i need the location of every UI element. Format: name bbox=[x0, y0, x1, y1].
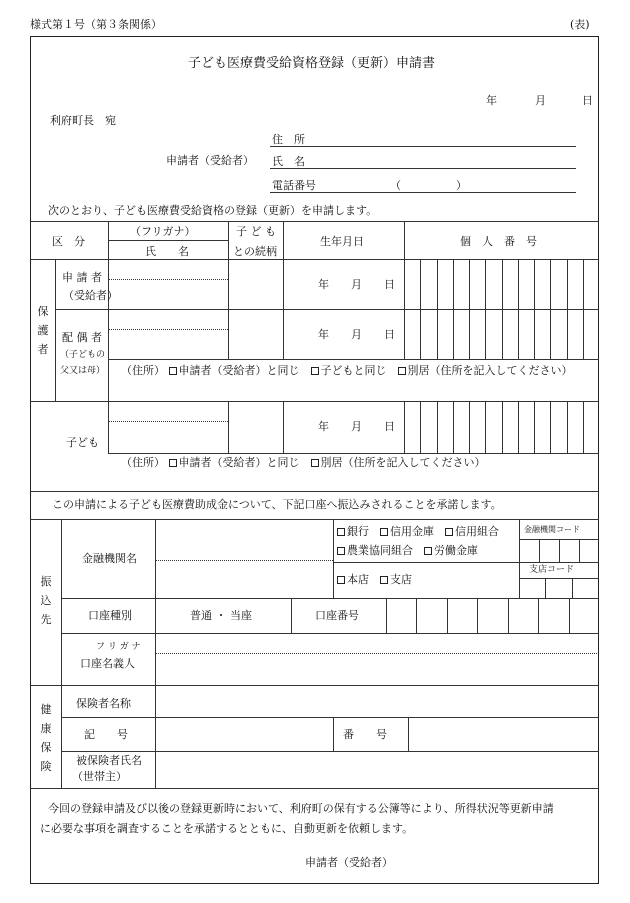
grid-cell-divider bbox=[508, 598, 509, 633]
checkbox[interactable] bbox=[337, 528, 345, 536]
holder-label: 口座名義人 bbox=[80, 657, 135, 670]
child-row-rule bbox=[108, 453, 599, 454]
opt-bank: 銀行 bbox=[347, 525, 369, 538]
grid-cell-divider bbox=[538, 598, 539, 633]
applicant-address-label: 住 所 bbox=[272, 133, 305, 146]
col-name: 氏 名 bbox=[145, 245, 189, 258]
grid-cell-divider bbox=[485, 259, 486, 359]
opt-separate: 別居（住所を記入してください） bbox=[407, 364, 573, 377]
grid-cell-divider bbox=[583, 401, 584, 453]
bank-top-rule bbox=[30, 519, 599, 520]
insurer-label: 保険者名称 bbox=[76, 697, 131, 710]
col-relation-2: との続柄 bbox=[233, 245, 277, 258]
checkbox[interactable] bbox=[169, 459, 177, 467]
insurance-vline bbox=[408, 717, 409, 751]
applicant-phone-paren: （ ） bbox=[390, 179, 467, 192]
child-address-row bbox=[121, 457, 486, 468]
bank-vline bbox=[155, 519, 156, 685]
applicant-row-label: 申 請 者 bbox=[62, 271, 102, 284]
acct-vline bbox=[386, 598, 387, 633]
institution-dotted bbox=[155, 560, 333, 561]
opt-same-child: 子どもと同じ bbox=[320, 364, 387, 377]
acct-vline bbox=[291, 598, 292, 633]
holder-dotted bbox=[155, 653, 599, 654]
grid-cell-divider bbox=[420, 259, 421, 359]
applicant-address-line[interactable] bbox=[270, 146, 576, 147]
opt-same-applicant: 申請者（受給者）と同じ bbox=[178, 456, 300, 469]
intro-text: 次のとおり、子ども医療費受給資格の登録（更新）を申請します。 bbox=[48, 204, 378, 217]
insurance-vline bbox=[333, 717, 334, 751]
checkbox[interactable] bbox=[311, 367, 319, 375]
branch-type-row bbox=[337, 574, 412, 585]
grid-cell-divider bbox=[502, 259, 503, 359]
opt-rokin: 労働金庫 bbox=[434, 544, 478, 557]
date-day-label: 日 bbox=[582, 94, 593, 107]
holder-top-rule bbox=[61, 633, 599, 634]
grid-cell-divider bbox=[453, 259, 454, 359]
code-cell bbox=[572, 578, 573, 598]
code-cell bbox=[559, 539, 560, 562]
grid-cell-divider bbox=[567, 401, 568, 453]
institution-type-row-1 bbox=[337, 526, 499, 537]
grid-cell-divider bbox=[477, 598, 478, 633]
consent-top-rule bbox=[30, 491, 599, 492]
opt-shinkumi: 信用組合 bbox=[455, 525, 499, 538]
addressee: 利府町長 宛 bbox=[50, 114, 116, 127]
grid-cell-divider bbox=[534, 259, 535, 359]
grid-cell-divider bbox=[485, 401, 486, 453]
col-furigana: （フリガナ） bbox=[130, 225, 196, 238]
checkbox[interactable] bbox=[380, 528, 388, 536]
branch-code-label: 支店コード bbox=[529, 565, 575, 575]
child-birth-ymd: 年 月 日 bbox=[318, 420, 395, 433]
grid-cell-divider bbox=[518, 259, 519, 359]
form-title: 子ども医療費受給資格登録（更新）申請書 bbox=[188, 56, 436, 71]
grid-cell-divider bbox=[469, 401, 470, 453]
table-vline bbox=[404, 401, 405, 453]
bank-vline bbox=[519, 519, 520, 598]
consent-text: この申請による子ども医療費助成金について、下記口座へ振込みされることを承諾します。 bbox=[52, 498, 502, 511]
acct-top-rule bbox=[61, 598, 599, 599]
form-number: 様式第１号（第３条関係） bbox=[30, 18, 162, 31]
form-side-label: (表) bbox=[570, 18, 590, 31]
insurance-left-vline bbox=[61, 685, 62, 788]
checkbox[interactable] bbox=[169, 367, 177, 375]
applicant-birth-ymd: 年 月 日 bbox=[318, 278, 395, 291]
applicant-row-sub: （受給者） bbox=[63, 289, 118, 302]
date-month-label: 月 bbox=[535, 94, 546, 107]
applicant-name-line[interactable] bbox=[270, 168, 576, 169]
opt-separate: 別居（住所を記入してください） bbox=[320, 456, 486, 469]
opt-shinkin: 信用金庫 bbox=[390, 525, 434, 538]
applicant-block-label: 申請者（受給者） bbox=[166, 154, 254, 167]
table-header-rule bbox=[30, 259, 599, 260]
table-vline bbox=[283, 221, 284, 359]
child-label: 子ども bbox=[66, 436, 99, 449]
furigana-dotted bbox=[108, 279, 228, 280]
insurance-vline bbox=[155, 685, 156, 788]
holder-furigana-label: フ リ ガ ナ bbox=[96, 642, 141, 652]
acct-number-label: 口座番号 bbox=[315, 609, 359, 622]
table-top-rule bbox=[30, 221, 599, 222]
grid-cell-divider bbox=[416, 598, 417, 633]
spouse-address-row bbox=[121, 365, 573, 376]
grid-cell-divider bbox=[453, 401, 454, 453]
opt-head: 本店 bbox=[347, 573, 369, 586]
code-cell bbox=[539, 539, 540, 562]
bank-left-vline bbox=[61, 519, 62, 685]
insurance-row-rule bbox=[61, 751, 599, 752]
table-vline bbox=[283, 401, 284, 453]
institution-type-row-2 bbox=[337, 545, 478, 556]
code-cell bbox=[579, 539, 580, 562]
symbol-label: 記 号 bbox=[84, 728, 128, 741]
checkbox[interactable] bbox=[311, 459, 319, 467]
col-birth: 生年月日 bbox=[320, 235, 364, 248]
checkbox[interactable] bbox=[337, 576, 345, 584]
spouse-row-label: 配 偶 者 bbox=[62, 331, 102, 344]
code-cell bbox=[545, 578, 546, 598]
col-personal-number: 個 人 番 号 bbox=[460, 235, 537, 248]
spouse-row-sub-1: （子どもの bbox=[60, 350, 106, 360]
grid-cell-divider bbox=[502, 401, 503, 453]
footer-signer: 申請者（受給者） bbox=[305, 856, 393, 869]
furigana-dotted bbox=[108, 421, 228, 422]
table-vline bbox=[404, 221, 405, 359]
branch-code-rule bbox=[519, 578, 599, 579]
insured-label: 被保険者氏名 bbox=[76, 754, 142, 767]
bank-section-label: 振込先 bbox=[40, 575, 52, 626]
table-vline bbox=[228, 401, 229, 453]
child-top-rule bbox=[30, 401, 599, 402]
spouse-row-sub-2: 父又は母） bbox=[60, 366, 106, 376]
applicant-phone-line[interactable] bbox=[270, 192, 576, 193]
grid-cell-divider bbox=[518, 401, 519, 453]
acct-type-value: 普通 ・ 当座 bbox=[190, 609, 252, 622]
bank-vline bbox=[333, 519, 334, 598]
table-vline bbox=[108, 221, 109, 401]
address-label: （住所） bbox=[121, 364, 165, 377]
table-vline bbox=[228, 221, 229, 359]
checkbox[interactable] bbox=[424, 547, 432, 555]
footer-top-rule bbox=[30, 788, 599, 789]
date-year-label: 年 bbox=[486, 94, 497, 107]
opt-branch: 支店 bbox=[390, 573, 412, 586]
grid-cell-divider bbox=[567, 259, 568, 359]
bank-type-rule bbox=[333, 562, 599, 563]
checkbox[interactable] bbox=[398, 367, 406, 375]
applicant-phone-label: 電話番号 bbox=[272, 179, 316, 192]
grid-cell-divider bbox=[420, 401, 421, 453]
grid-cell-divider bbox=[569, 598, 570, 633]
opt-nokyo: 農業協同組合 bbox=[347, 544, 413, 557]
guardian-vline bbox=[55, 259, 56, 401]
grid-cell-divider bbox=[469, 259, 470, 359]
acct-type-label: 口座種別 bbox=[88, 609, 132, 622]
checkbox[interactable] bbox=[445, 528, 453, 536]
col-category: 区 分 bbox=[52, 235, 85, 248]
grid-cell-divider bbox=[437, 401, 438, 453]
furigana-dotted bbox=[108, 329, 228, 330]
applicant-name-label: 氏 名 bbox=[272, 155, 305, 168]
insurance-top-rule bbox=[30, 685, 599, 686]
insurance-row-rule bbox=[61, 717, 599, 718]
institution-label: 金融機関名 bbox=[82, 552, 137, 565]
checkbox[interactable] bbox=[380, 576, 388, 584]
address-label: （住所） bbox=[121, 456, 165, 469]
grid-cell-divider bbox=[550, 401, 551, 453]
grid-cell-divider bbox=[550, 259, 551, 359]
grid-cell-divider bbox=[534, 401, 535, 453]
inst-code-label: 金融機関コード bbox=[524, 525, 580, 534]
spouse-birth-ymd: 年 月 日 bbox=[318, 328, 395, 341]
guardian-row-rule bbox=[108, 359, 599, 360]
guardian-label: 保護者 bbox=[37, 305, 49, 356]
footer-line-1: 今回の登録申請及び以後の登録更新時において、利府町の保有する公簿等により、所得状況等更新申請 bbox=[48, 802, 554, 815]
footer-line-2: に必要な事項を調査することを承諾するとともに、自動更新を依頼します。 bbox=[40, 822, 414, 835]
grid-cell-divider bbox=[447, 598, 448, 633]
col-relation-1: 子 ど も bbox=[236, 225, 276, 238]
checkbox[interactable] bbox=[337, 547, 345, 555]
opt-same-applicant: 申請者（受給者）と同じ bbox=[178, 364, 300, 377]
table-vline bbox=[108, 401, 109, 453]
insured-sub-label: （世帯主） bbox=[72, 770, 127, 783]
furigana-rule bbox=[108, 240, 228, 241]
grid-cell-divider bbox=[583, 259, 584, 359]
insurance-section-label: 健康保険 bbox=[40, 703, 52, 773]
number-label: 番 号 bbox=[343, 728, 387, 741]
grid-cell-divider bbox=[437, 259, 438, 359]
